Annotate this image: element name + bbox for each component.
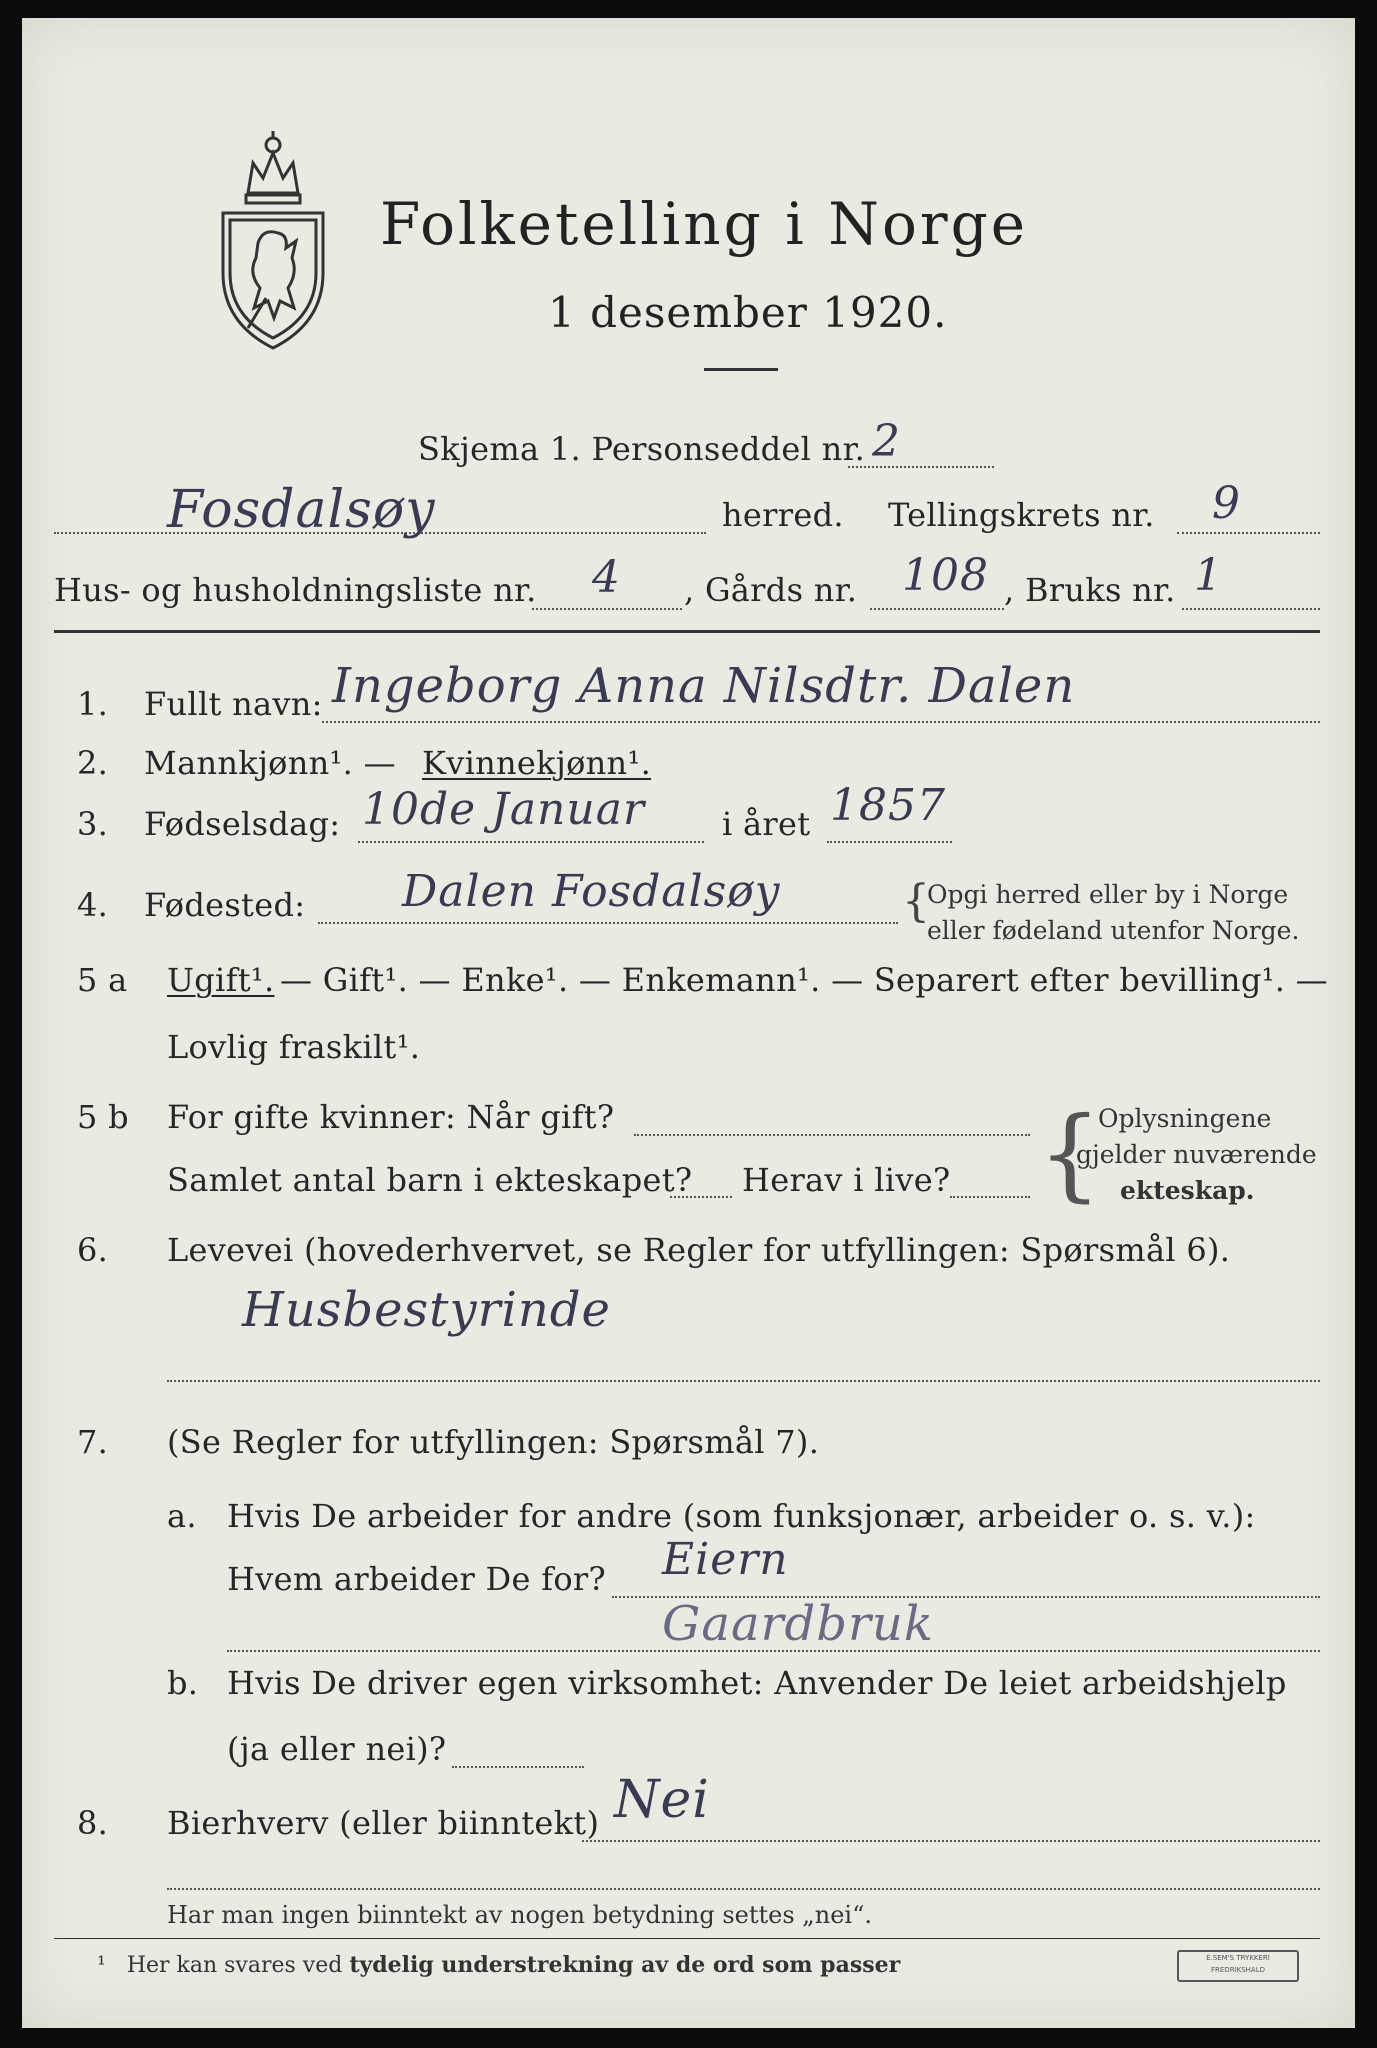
q5a-number: 5 a — [77, 961, 128, 999]
q5b-note-line1: Oplysningene — [1098, 1104, 1272, 1133]
q7b-letter: b. — [167, 1664, 199, 1702]
husholdningsliste-line — [532, 608, 682, 610]
q5b-number: 5 b — [77, 1098, 129, 1136]
form-title: Folketelling i Norge — [380, 190, 1029, 258]
q4-label: Fødested: — [144, 886, 306, 924]
q6-number: 6. — [77, 1231, 109, 1269]
footnote-mark: ¹ — [97, 1953, 106, 1978]
q4-number: 4. — [77, 886, 109, 924]
stamp-line1: E.SEM'S TRYKKERI — [1206, 1954, 1270, 1962]
form-date: 1 desember 1920. — [548, 288, 948, 337]
mannkjonn-option[interactable]: Mannkjønn¹. — — [144, 744, 396, 782]
birthplace-value[interactable]: Dalen Fosdalsøy — [402, 866, 781, 917]
printer-stamp — [1177, 1950, 1299, 1982]
q4-brace: { — [902, 876, 930, 927]
employer-value[interactable]: Eiern — [662, 1534, 789, 1585]
q5b-brace: { — [1038, 1095, 1102, 1212]
q3-line — [358, 841, 704, 843]
husholdningsliste-value[interactable]: 4 — [592, 552, 621, 603]
birth-year-value[interactable]: 1857 — [830, 780, 946, 831]
q1-line — [322, 721, 1320, 723]
q7b-line — [452, 1766, 584, 1768]
stamp-line2: FREDRIKSHALD — [1210, 1966, 1265, 1974]
q7-label: (Se Regler for utfyllingen: Spørsmål 7). — [167, 1423, 820, 1461]
q6-label: Levevei (hovederhvervet, se Regler for utfyllingen: Spørsmål 6). — [167, 1231, 1231, 1269]
ugift-option[interactable]: Ugift¹. — [167, 961, 275, 999]
biinntekt-note: Har man ingen biinntekt av nogen betydning settes „nei“. — [167, 1901, 872, 1929]
header-rule — [54, 630, 1320, 633]
title-divider — [704, 368, 778, 371]
q5b-note-line3: ekteskap. — [1120, 1176, 1255, 1205]
q7a-line2 — [227, 1650, 1320, 1652]
aaret-label: i året — [722, 805, 811, 843]
q8-label: Bierhverv (eller biinntekt) — [167, 1804, 600, 1842]
q3-label: Fødselsdag: — [144, 805, 341, 843]
footnote-text: Her kan svares ved — [126, 1953, 343, 1978]
q5b-note-line2: gjelder nuværende — [1076, 1140, 1317, 1169]
herred-label: herred. — [722, 496, 844, 534]
personseddel-line — [848, 466, 994, 468]
q4-note-line1: Opgi herred eller by i Norge — [927, 880, 1289, 909]
husholdningsliste-label: Hus- og husholdningsliste nr. — [54, 571, 537, 609]
antal-barn-label: Samlet antal barn i ekteskapet? — [167, 1161, 693, 1199]
tellingskrets-value[interactable]: 9 — [1212, 478, 1241, 529]
q7a-label2: Hvem arbeider De for? — [227, 1560, 606, 1598]
coat-of-arms-icon — [208, 123, 338, 353]
gards-label: , Gårds nr. — [684, 571, 858, 609]
q7a-letter: a. — [167, 1497, 197, 1535]
lovlig-fraskilt-option[interactable]: Lovlig fraskilt¹. — [167, 1028, 421, 1066]
footnote — [97, 1952, 900, 1978]
birthdate-value[interactable]: 10de Januar — [362, 784, 645, 835]
personseddel-nr-value[interactable]: 2 — [872, 416, 901, 467]
bruks-line — [1182, 608, 1320, 610]
levevei-value[interactable]: Husbestyrinde — [242, 1282, 611, 1338]
q6-line — [167, 1380, 1320, 1382]
bruks-label: , Bruks nr. — [1004, 571, 1176, 609]
herred-value[interactable]: Fosdalsøy — [167, 480, 436, 540]
marital-options[interactable]: — Gift¹. — Enke¹. — Enkemann¹. — Separert efter bevilling¹. — — [280, 961, 1328, 999]
antal-barn-line — [670, 1196, 732, 1198]
q3-number: 3. — [77, 805, 109, 843]
naar-gift-line — [634, 1134, 1030, 1136]
gards-value[interactable]: 108 — [902, 550, 989, 601]
footer-rule — [54, 1938, 1320, 1939]
q8-number: 8. — [77, 1804, 109, 1842]
bruks-value[interactable]: 1 — [1194, 550, 1223, 601]
herav-i-live-line — [950, 1196, 1030, 1198]
aaret-line — [827, 841, 952, 843]
q1-number: 1. — [77, 685, 109, 723]
footnote-bold: tydelig understrekning av de ord som passer — [349, 1952, 901, 1978]
q7-number: 7. — [77, 1423, 109, 1461]
q7b-label: Hvis De driver egen virksomhet: Anvender De leiet arbeidshjelp — [227, 1664, 1287, 1702]
q2-number: 2. — [77, 744, 109, 782]
naar-gift-label: For gifte kvinner: Når gift? — [167, 1098, 615, 1136]
tellingskrets-line — [1177, 532, 1320, 534]
q1-label: Fullt navn: — [144, 685, 323, 723]
schema-label: Skjema 1. Personseddel nr. — [418, 430, 866, 468]
census-form — [22, 18, 1355, 2028]
employer-category-value[interactable]: Gaardbruk — [662, 1596, 934, 1652]
herav-i-live-label: Herav i live? — [742, 1161, 951, 1199]
q8-line2 — [167, 1888, 1320, 1890]
tellingskrets-label: Tellingskrets nr. — [888, 496, 1155, 534]
q7a-label: Hvis De arbeider for andre (som funksjonær, arbeider o. s. v.): — [227, 1497, 1256, 1535]
gards-line — [870, 608, 1004, 610]
kvinnekjonn-option[interactable]: Kvinnekjønn¹. — [422, 744, 652, 782]
q7b-label2: (ja eller nei)? — [227, 1730, 447, 1768]
q4-note-line2: eller fødeland utenfor Norge. — [927, 916, 1300, 945]
q8-line — [582, 1840, 1320, 1842]
q4-line — [318, 922, 898, 924]
full-name-value[interactable]: Ingeborg Anna Nilsdtr. Dalen — [332, 658, 1076, 714]
bierhverv-value[interactable]: Nei — [614, 1770, 710, 1830]
